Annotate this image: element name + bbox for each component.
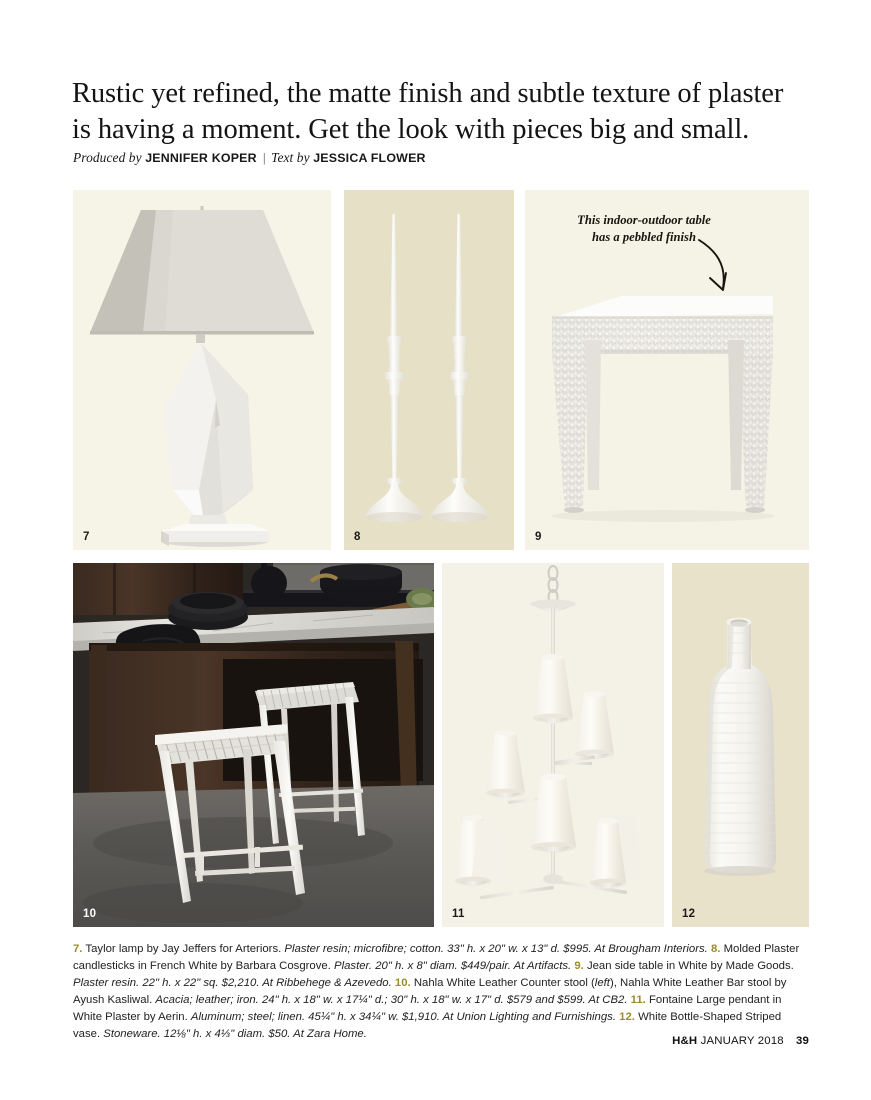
caption-text-10: Nahla White Leather Counter stool (: [410, 977, 595, 990]
panel-number-12: 12: [682, 908, 696, 920]
magazine-brand: H&H: [672, 1035, 698, 1047]
caption-detail-7: Plaster resin; microfibre; cotton. 33" h. x 20" w. x 13" d. $995. At Brougham Interiors.: [284, 943, 708, 955]
page-number: 39: [796, 1035, 809, 1047]
product-panel-7[interactable]: [73, 190, 331, 550]
product-panel-8[interactable]: [344, 190, 514, 550]
caption-number-8: 8.: [710, 943, 721, 955]
caption-inline-italic-10: left: [594, 977, 610, 990]
byline-produced-name: JENNIFER KOPER: [145, 151, 257, 165]
product-panel-11[interactable]: [442, 563, 664, 927]
caption-detail-9: Plaster resin. 22" h. x 22" sq. $2,210. At Ribbehege & Azevedo.: [73, 977, 392, 990]
product-panel-12[interactable]: [672, 563, 809, 927]
product-panel-9[interactable]: [525, 190, 809, 550]
caption-number-10: 10.: [394, 977, 411, 990]
caption-entry-7: [73, 943, 711, 955]
caption-text-12: White Bottle-Shaped Striped vase.: [73, 1011, 782, 1041]
caption-text-9: Jean side table in White by Made Goods.: [583, 960, 794, 973]
caption-text-7: Taylor lamp by Jay Jeffers for Arteriors.: [82, 943, 285, 955]
byline-produced-label: Produced by: [73, 150, 142, 165]
caption-number-9: 9.: [574, 960, 584, 973]
panel-number-8: 8: [354, 531, 361, 543]
caption-detail-12: Stoneware. 12⅛" h. x 4⅓" diam. $50. At Zara Home.: [103, 1028, 367, 1041]
byline-text-label: Text by: [271, 150, 310, 165]
issue-date: JANUARY 2018: [700, 1035, 784, 1047]
panel-number-9: 9: [535, 531, 542, 543]
byline-text-name: JESSICA FLOWER: [313, 151, 426, 165]
caption-number-7: 7.: [73, 943, 83, 955]
product-panel-10[interactable]: [73, 563, 434, 927]
caption-detail-8: Plaster. 20" h. x 8" diam. $449/pair. At Artifacts.: [334, 960, 572, 973]
caption-number-11: 11.: [630, 994, 646, 1007]
product-caption-block: [73, 941, 809, 1043]
panel-number-10: 10: [83, 908, 97, 920]
panel-number-7: 7: [83, 531, 90, 543]
caption-text-8: Molded Plaster candlesticks in French White by Barbara Cosgrove.: [73, 943, 800, 973]
annotation-line-2: has a pebbled finish: [592, 229, 696, 244]
byline: [73, 150, 426, 166]
page-headline: Rustic yet refined, the matte finish and subtle texture of plaster is having a moment. Get the look with pieces big and small.: [72, 78, 784, 145]
bottle-vase-image: [672, 563, 809, 927]
page-footer: [672, 1035, 809, 1047]
panel-number-11: 11: [452, 908, 465, 920]
byline-separator: |: [262, 151, 267, 165]
caption-detail-11: Aluminum; steel; linen. 45¼" h. x 34¼" w. $1,910. At Union Lighting and Furnishings.: [190, 1011, 616, 1024]
table-lamp-image: [73, 190, 331, 550]
caption-text-11: Fontaine Large pendant in White Plaster by Aerin.: [73, 994, 782, 1024]
caption-number-12: 12.: [619, 1011, 635, 1024]
kitchen-stools-photo: [73, 563, 434, 927]
annotation-line-1: This indoor-outdoor table: [577, 213, 711, 227]
pendant-chandelier-image: [442, 563, 664, 927]
candlesticks-image: [344, 190, 514, 550]
caption-text-10b: ), Nahla White Leather Bar stool by Ayush Kasliwal.: [73, 977, 787, 1007]
caption-detail-10: Acacia; leather; iron. 24" h. x 18" w. x 17¼" d.; 30" h. x 18" w. x 17" d. $579 and $599. At CB2.: [155, 994, 628, 1007]
annotation-arrow-icon: [693, 238, 753, 306]
